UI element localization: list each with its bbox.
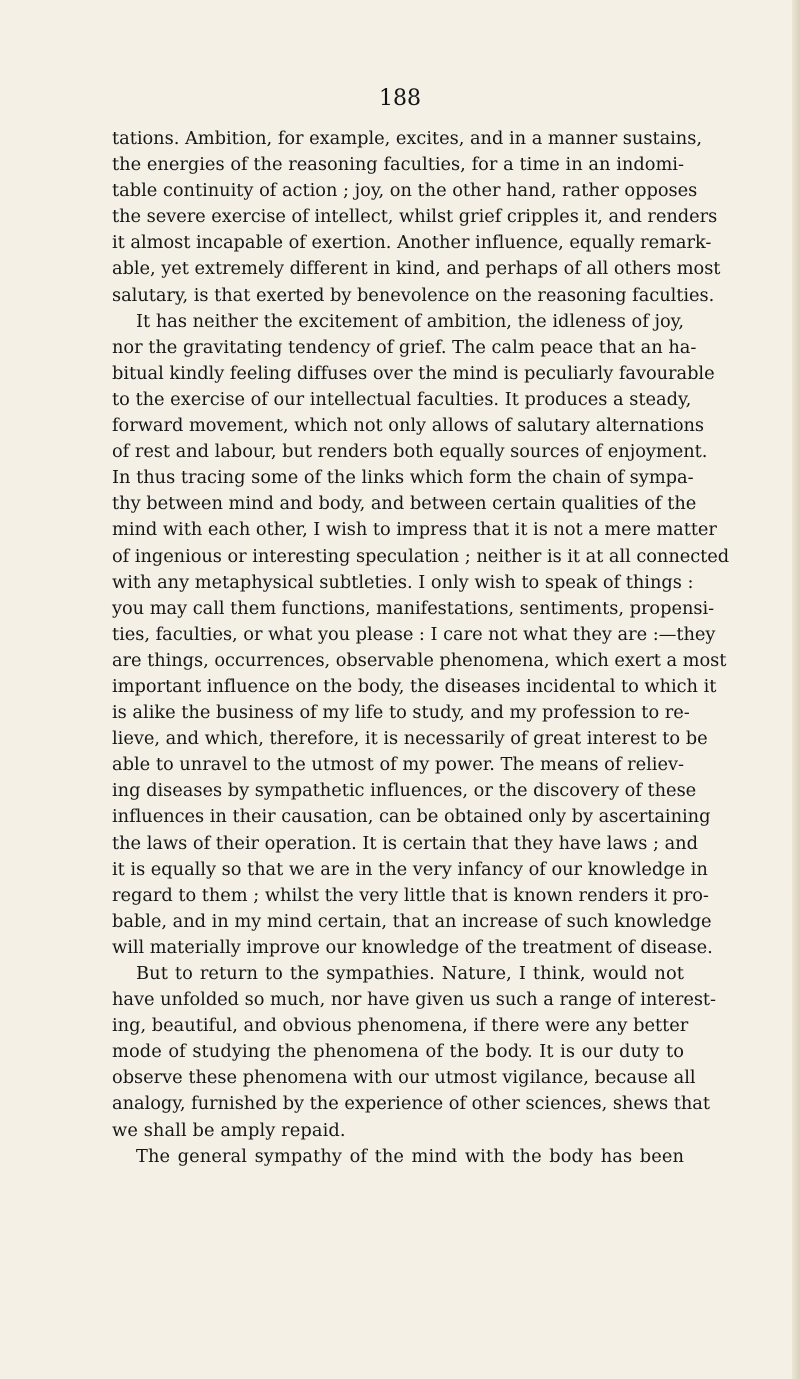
text-line: of ingenious or interesting speculation ; neither is it at all connected: [112, 545, 730, 567]
text-line: ing diseases by sympathetic influences, or the discovery of these: [112, 780, 697, 802]
text-line: table continuity of action ; joy, on the other hand, rather opposes: [112, 180, 698, 202]
text-line: bable, and in my mind certain, that an increase of such knowledge: [112, 910, 712, 932]
text-line: important influence on the body, the diseases incidental to which it: [112, 675, 717, 697]
page-number: 188: [379, 86, 421, 111]
text-line: analogy, furnished by the experience of other sciences, shews that: [112, 1093, 710, 1115]
text-line: with any metaphysical subtleties. I only wish to speak of things :: [112, 571, 694, 593]
text-line: regard to them ; whilst the very little that is known renders it pro-: [112, 884, 709, 906]
text-line: it is equally so that we are in the very infancy of our knowledge in: [112, 858, 708, 880]
text-line: The general sympathy of the mind with the body has been: [136, 1145, 684, 1167]
text-line: thy between mind and body, and between certain qualities of the: [112, 493, 697, 515]
text-line: influences in their causation, can be obtained only by ascertaining: [112, 806, 711, 828]
text-line: the laws of their operation. It is certain that they have laws ; and: [112, 832, 698, 854]
text-line: mode of studying the phenomena of the body. It is our duty to: [112, 1041, 684, 1063]
text-line: to the exercise of our intellectual faculties. It produces a steady,: [112, 388, 692, 410]
text-line: bitual kindly feeling diffuses over the mind is peculiarly favourable: [112, 362, 715, 384]
text-line: forward movement, which not only allows of salutary alternations: [112, 415, 705, 437]
text-line: mind with each other, I wish to impress that it is not a mere matter: [112, 519, 717, 541]
text-line: observe these phenomena with our utmost vigilance, because all: [112, 1067, 696, 1089]
text-line: salutary, is that exerted by benevolence on the reasoning faculties.: [112, 284, 715, 306]
text-line: able to unravel to the utmost of my power. The means of reliev-: [112, 754, 685, 776]
text-line: we shall be amply repaid.: [112, 1119, 346, 1141]
text-line: will materially improve our knowledge of the treatment of disease.: [112, 936, 713, 958]
text-line: the severe exercise of intellect, whilst grief cripples it, and renders: [112, 206, 718, 228]
body-text: [112, 126, 730, 1170]
text-line: are things, occurrences, observable phenomena, which exert a most: [112, 649, 727, 671]
text-line: of rest and labour, but renders both equally sources of enjoyment.: [112, 441, 708, 463]
text-line: nor the gravitating tendency of grief. The calm peace that an ha-: [112, 336, 697, 358]
text-line: have unfolded so much, nor have given us such a range of interest-: [112, 989, 716, 1011]
text-line: able, yet extremely different in kind, and perhaps of all others most: [112, 258, 721, 280]
text-line: ing, beautiful, and obvious phenomena, if there were any better: [112, 1015, 689, 1037]
text-line: you may call them functions, manifestations, sentiments, propensi-: [112, 597, 715, 619]
text-line: it almost incapable of exertion. Another influence, equally remark-: [112, 232, 712, 254]
text-line: is alike the business of my life to study, and my profession to re-: [112, 702, 690, 724]
text-line: It has neither the excitement of ambition, the idleness of joy,: [136, 310, 684, 332]
text-line: But to return to the sympathies. Nature, I think, would not: [136, 963, 684, 984]
text-line: ties, faculties, or what you please : I care not what they are :—they: [112, 623, 716, 645]
text-line: lieve, and which, therefore, it is necessarily of great interest to be: [112, 728, 708, 750]
text-line: the energies of the reasoning faculties, for a time in an indomi-: [112, 154, 684, 176]
page-edge: [792, 0, 800, 1379]
text-line: In thus tracing some of the links which form the chain of sympa-: [112, 467, 694, 489]
text-line: tations. Ambition, for example, excites, and in a manner sustains,: [112, 128, 702, 149]
